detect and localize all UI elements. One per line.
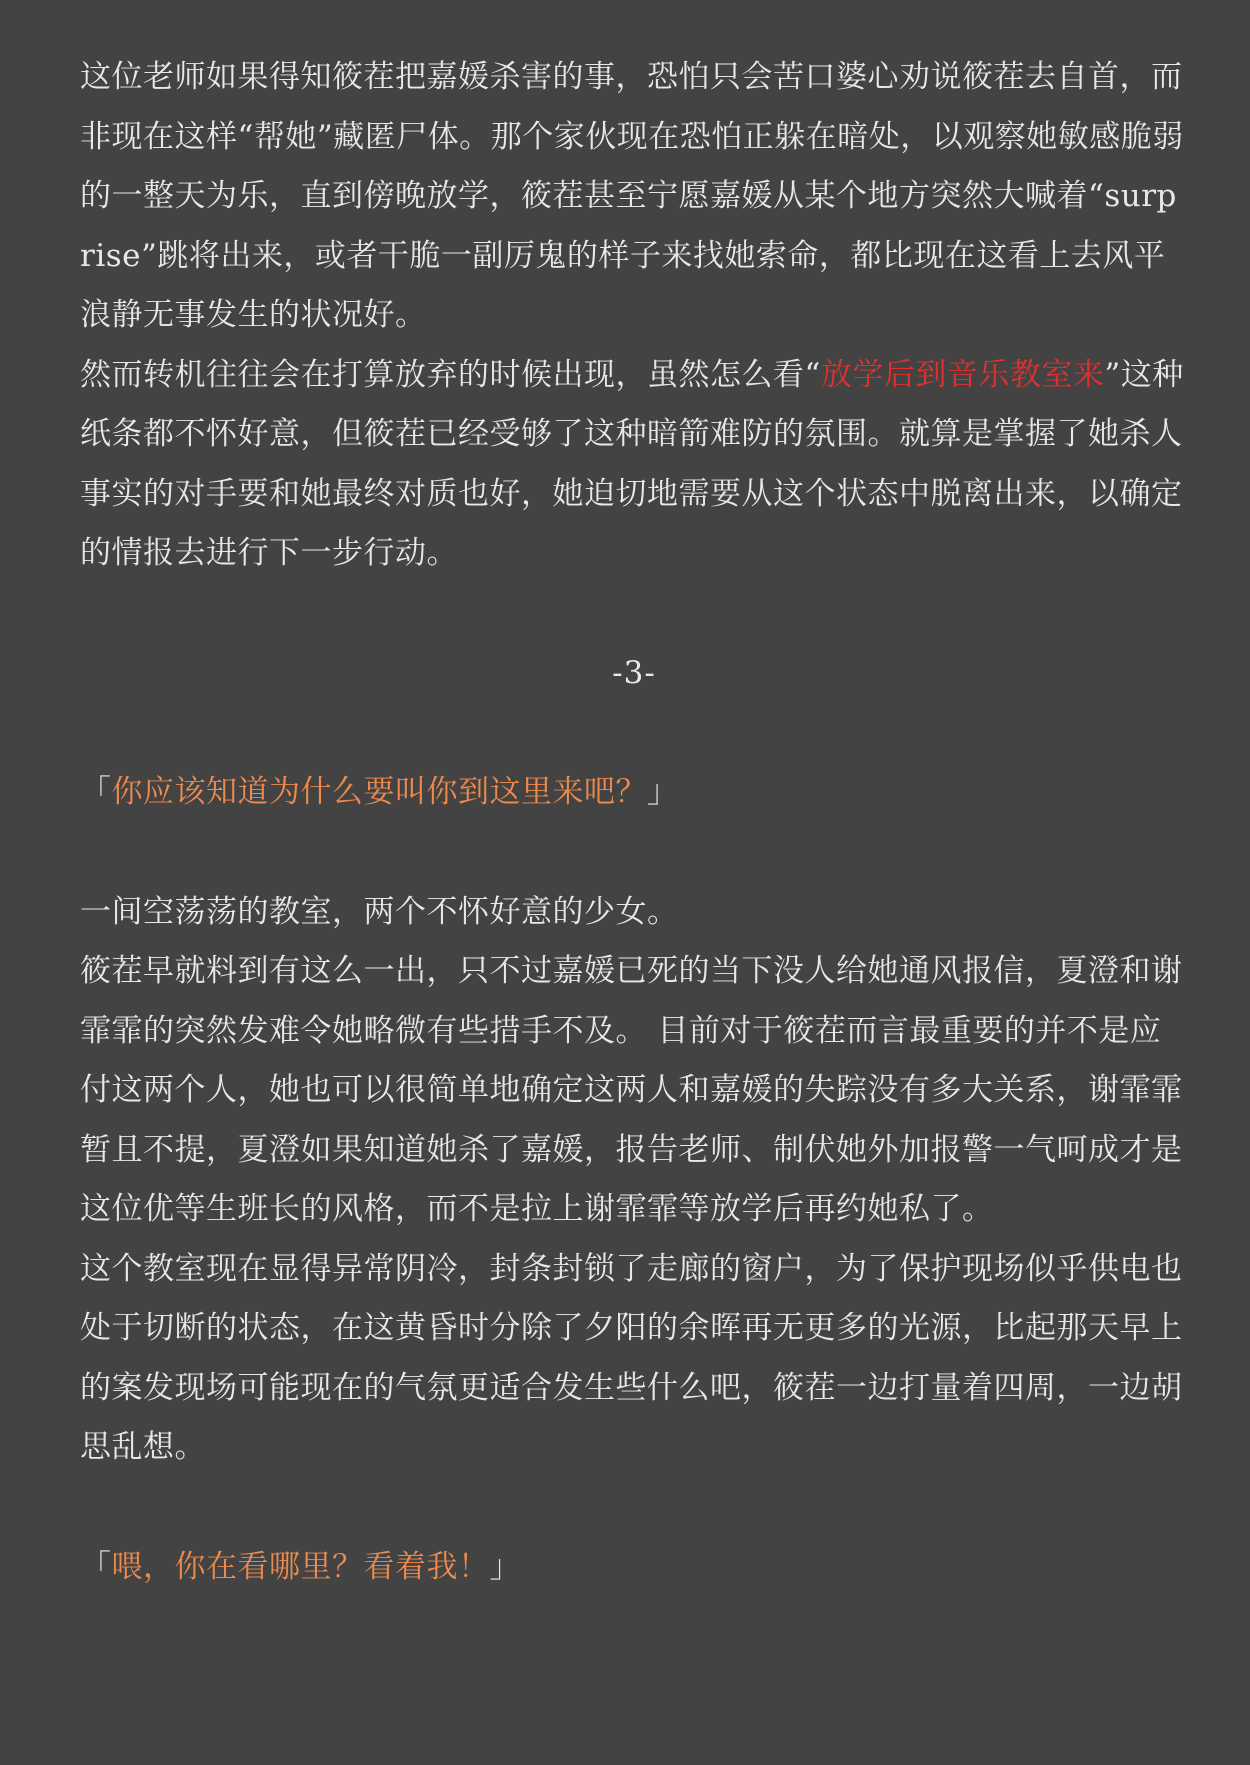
- paragraph-2-after: ”这种纸条都不怀好意，但筱茬已经受够了这种暗箭难防的氛围。就算是掌握了她杀人事实的对手要和她最终对质也好，她迫切地需要从这个状态中脱离出来，以确定的情报去进行下一步行动。: [80, 356, 1184, 571]
- dialogue-2-text: 喂，你在看哪里？看着我！: [111, 1548, 490, 1585]
- paragraph-2: [80, 346, 1188, 584]
- paragraph-1: 这位老师如果得知筱茬把嘉媛杀害的事，恐怕只会苦口婆心劝说筱茬去自首，而非现在这样“帮她”藏匿尸体。那个家伙现在恐怕正躲在暗处，以观察她敏感脆弱的一整天为乐，直到傍晚放学，筱茬甚至宁愿嘉媛从某个地方突然大喊着“surprise”跳将出来，或者干脆一副厉鬼的样子来找她索命，都比现在这看上去风平浪静无事发生的状况好。: [80, 59, 1184, 333]
- dialogue-2-open: 「: [80, 1548, 112, 1585]
- dialogue-2-close: 」: [489, 1548, 521, 1585]
- note-highlight: 放学后到音乐教室来: [820, 356, 1105, 393]
- section-heading: -3-: [612, 654, 656, 691]
- dialogue-1-open: 「: [80, 774, 112, 810]
- paragraph-2-before: 然而转机往往会在打算放弃的时候出现，虽然怎么看“: [80, 356, 821, 393]
- paragraph-5: 这个教室现在显得异常阴冷，封条封锁了走廊的窗户，为了保护现场似乎供电也处于切断的状态，在这黄昏时分除了夕阳的余晖再无更多的光源，比起那天早上的案发现场可能现在的气氛更适合发生些什么吧，筱茬一边打量着四周，一边胡思乱想。: [80, 1250, 1183, 1465]
- paragraph-4: 筱茬早就料到有这么一出，只不过嘉媛已死的当下没人给她通风报信，夏澄和谢霏霏的突然发难令她略微有些措手不及。 目前对于筱茬而言最重要的并不是应付这两个人，她也可以很简单地确定这两人和嘉媛的失踪没有多大关系，谢霏霏暂且不提，夏澄如果知道她杀了嘉媛，报告老师、制伏她外加报警一气呵成才是这位优等生班长的风格，而不是拉上谢霏霏等放学后再约她私了。: [80, 953, 1183, 1227]
- dialogue-2: [80, 1538, 1188, 1598]
- dialogue-1-close: 」: [647, 774, 679, 810]
- dialogue-1: [80, 763, 1188, 823]
- dialogue-1-text: 你应该知道为什么要叫你到这里来吧？: [111, 774, 647, 810]
- paragraph-3: 一间空荡荡的教室，两个不怀好意的少女。: [80, 893, 679, 930]
